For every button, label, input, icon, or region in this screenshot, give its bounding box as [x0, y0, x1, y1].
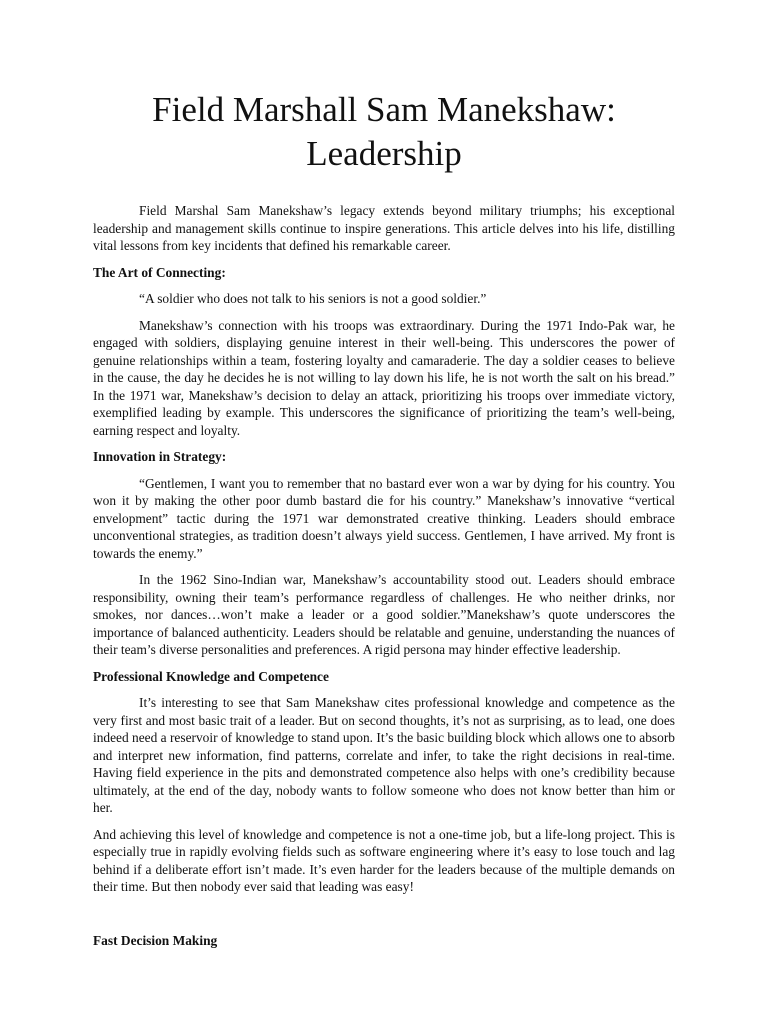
quote-paragraph: “Gentlemen, I want you to remember that no bastard ever won a war by dying for his country. You won it by making the other poor dumb bastard die for his country.” Manekshaw’s innovative “vertical envelopment” tactic during the 1971 war demonstrated creative thinking. Leaders should embrace unconventional strategies, as tradition doesn’t always yield success. Gentlemen, I have arrived. My front is towards the enemy.” [93, 475, 675, 561]
body-paragraph: In the 1962 Sino-Indian war, Manekshaw’s accountability stood out. Leaders should embrace responsibility, owning their team’s performance regardless of challenges. He who neither drinks, nor smokes, nor dances…won’t make a leader or a good soldier.”Manekshaw’s quote underscores the importance of balanced authenticity. Leaders should be relatable and genuine, understanding the nuances of their team’s diverse personalities and preferences. A rigid persona may hinder effective leadership. [93, 572, 675, 657]
section-spacer [93, 905, 675, 932]
section-heading-connecting: The Art of Connecting: [93, 264, 226, 280]
section-heading-innovation: Innovation in Strategy: [93, 449, 227, 464]
section-heading-decision: Fast Decision Making [93, 932, 218, 948]
title-line-2: Leadership [306, 134, 462, 173]
intro-paragraph: Field Marshal Sam Manekshaw’s legacy extends beyond military triumphs; his exceptional leadership and management skills continue to inspire generations. This article delves into his life, distilling vital lessons from key incidents that defined his remarkable career. [93, 203, 675, 253]
section-heading-knowledge: Professional Knowledge and Competence [93, 668, 329, 684]
quote-paragraph: “A soldier who does not talk to his seniors is not a good soldier.” [139, 291, 487, 306]
title-line-1: Field Marshall Sam Manekshaw: [152, 90, 616, 129]
body-paragraph-unindented: And achieving this level of knowledge and competence is not a one-time job, but a life-long project. This is especially true in rapidly evolving fields such as software engineering where it’s easy to lose touch and lag behind if a deliberate effort isn’t made. It’s even harder for the leaders because of the multiple demands on their time. But then nobody ever said that leading was easy! [93, 826, 675, 894]
body-paragraph: Manekshaw’s connection with his troops was extraordinary. During the 1971 Indo-Pak war, he engaged with soldiers, displaying genuine interest in their well-being. This underscores the power of genuine relationships within a team, fostering loyalty and camaraderie. The day a soldier ceases to believe in the cause, the day he decides he is not willing to lay down his life, he is not worth the salt on his bread.” In the 1971 war, Manekshaw’s decision to delay an attack, prioritizing his troops over immediate victory, exemplified leading by example. This underscores the significance of prioritizing the team’s well-being, earning respect and loyalty. [93, 317, 675, 438]
page-title [93, 88, 675, 176]
body-paragraph: It’s interesting to see that Sam Manekshaw cites professional knowledge and competence as the very first and most basic trait of a leader. But on second thoughts, it’s not as surprising, as to lead, one does indeed need a reservoir of knowledge to stand upon. It’s the basic building block which allows one to absorb and interpret new information, find patterns, correlate and infer, to take the right decisions in real-time. Having field experience in the pits and demonstrated competence also helps with one’s credibility because ultimately, at the end of the day, nobody wants to follow someone who does not know better than him or her. [93, 695, 675, 815]
